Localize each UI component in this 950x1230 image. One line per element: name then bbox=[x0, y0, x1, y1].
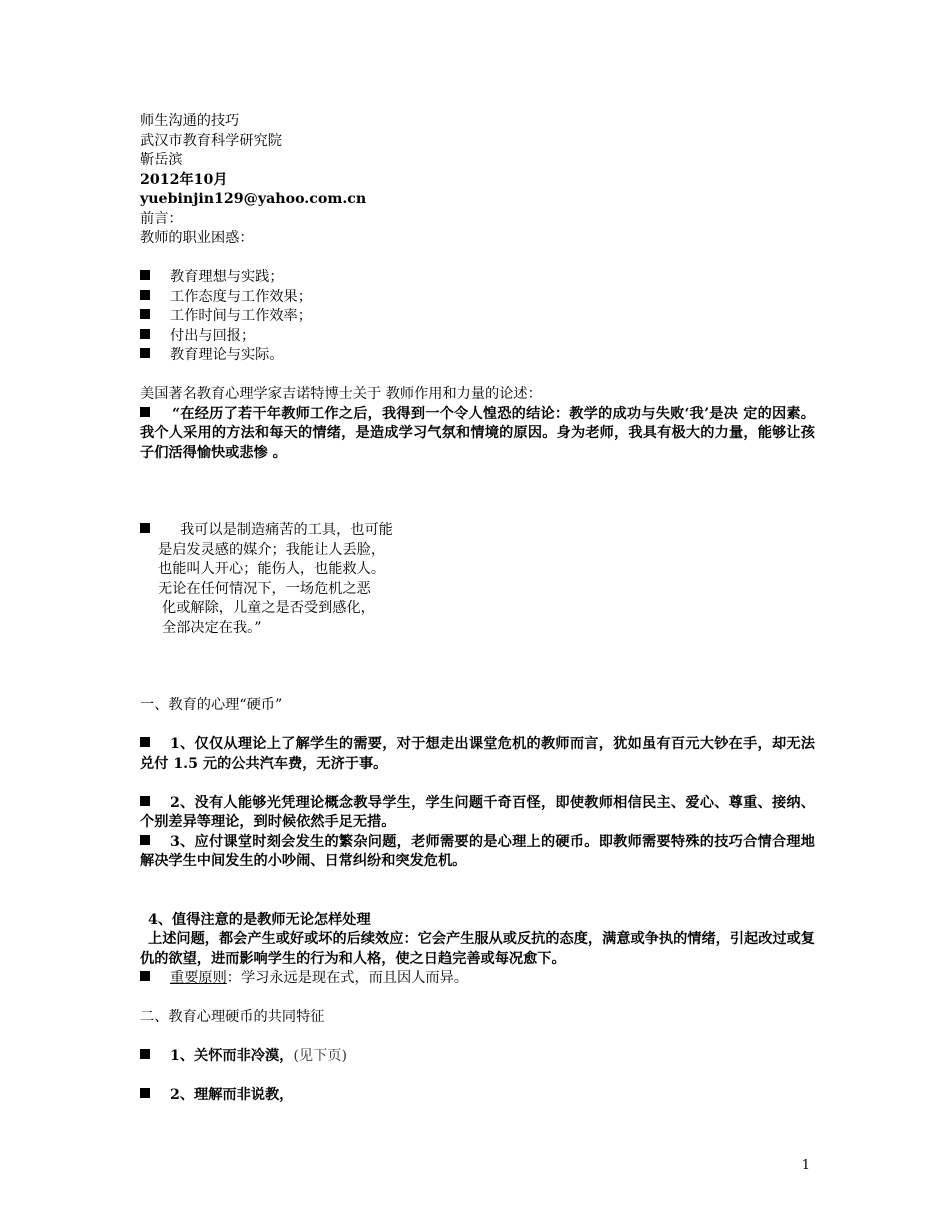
list-item: 付出与回报； bbox=[140, 327, 815, 347]
square-bullet-icon bbox=[140, 835, 150, 845]
section-1-point-4-body: 上述问题，都会产生或好或坏的后续效应：它会产生服从或反抗的态度，满意或争执的情绪，引起改过或复仇的欲望，进而影响学生的行为和人格，使之日趋完善或每况愈下。 bbox=[140, 931, 815, 967]
ginott-quote-1: “在经历了若干年教师工作之后，我得到一个令人惶恐的结论：教学的成功与失败‘我’是决 定的因素。我个人采用的方法和每天的情绪，是造成学习气氛和情境的原因。身为老师，我具有极大的力量，能够让孩子们活得愉快或悲惨 。 bbox=[140, 405, 815, 461]
ginott-intro: 美国著名教育心理学家吉诺特博士关于 教师作用和力量的论述： bbox=[140, 386, 542, 402]
section-2-title: 二、教育心理硬币的共同特征 bbox=[140, 1009, 325, 1025]
list-item: 教育理论与实际。 bbox=[140, 346, 815, 366]
square-bullet-icon bbox=[140, 329, 150, 339]
square-bullet-icon bbox=[140, 407, 150, 417]
preface-heading: 前言： bbox=[140, 210, 183, 227]
list-item: 工作态度与工作效果； bbox=[140, 288, 815, 308]
square-bullet-icon bbox=[140, 796, 150, 806]
section-1-point-4-head: 4、值得注意的是教师无论怎样处理 bbox=[148, 911, 371, 928]
principle-item: 重要原则：学习永远是现在式，而且因人而异。 bbox=[140, 969, 815, 989]
see-next-page-note: (见下页) bbox=[293, 1048, 348, 1064]
page-number: 1 bbox=[801, 1158, 810, 1173]
list-item: 教育理想与实践； bbox=[140, 268, 815, 288]
section-2-item-2: 2、理解而非说教， bbox=[140, 1086, 815, 1106]
doc-title: 师生沟通的技巧 bbox=[140, 113, 240, 129]
square-bullet-icon bbox=[140, 309, 150, 319]
square-bullet-icon bbox=[140, 737, 150, 747]
document-page bbox=[140, 112, 815, 1106]
section-1-title: 一、教育的心理“硬币” bbox=[140, 697, 283, 713]
confusion-heading: 教师的职业困惑： bbox=[140, 230, 254, 246]
square-bullet-icon bbox=[140, 270, 150, 280]
doc-author: 靳岳滨 bbox=[140, 152, 183, 168]
square-bullet-icon bbox=[140, 523, 150, 533]
square-bullet-icon bbox=[140, 971, 150, 981]
section-2-item-1: 1、关怀而非冷漠， (见下页) bbox=[140, 1047, 815, 1067]
square-bullet-icon bbox=[140, 348, 150, 358]
square-bullet-icon bbox=[140, 1088, 150, 1098]
section-1-point-2: 2、没有人能够光凭理论概念教导学生，学生问题千奇百怪，即使教师相信民主、爱心、尊重、接纳、个别差异等理论，到时候依然手足无措。 bbox=[140, 794, 815, 830]
doc-org: 武汉市教育科学研究院 bbox=[140, 132, 282, 149]
principle-label: 重要原则 bbox=[170, 970, 227, 986]
doc-date: 2012年10月 bbox=[140, 171, 228, 188]
square-bullet-icon bbox=[140, 1049, 150, 1059]
doc-email: yuebinjin129@yahoo.com.cn bbox=[140, 191, 367, 207]
square-bullet-icon bbox=[140, 290, 150, 300]
section-1-point-1: 1、仅仅从理论上了解学生的需要，对于想走出课堂危机的教师而言，犹如虽有百元大钞在手，却无法兑付 1.5 元的公共汽车费，无济于事。 bbox=[140, 736, 815, 772]
list-item: 工作时间与工作效率； bbox=[140, 307, 815, 327]
ginott-quote-2: 我可以是制造痛苦的工具，也可能 是启发灵感的媒介；我能让人丢脸， 也能叫人开心；能伤人，也能救人。 无论在任何情况下，一场危机之恶 化或解除，儿童之是否受到感化， 全部决定在我。” bbox=[140, 521, 815, 638]
section-1-point-3: 3、应付课堂时刻会发生的繁杂问题，老师需要的是心理上的硬币。即教师需要特殊的技巧合情合理地解决学生中间发生的小吵闹、日常纠纷和突发危机。 bbox=[140, 833, 815, 869]
